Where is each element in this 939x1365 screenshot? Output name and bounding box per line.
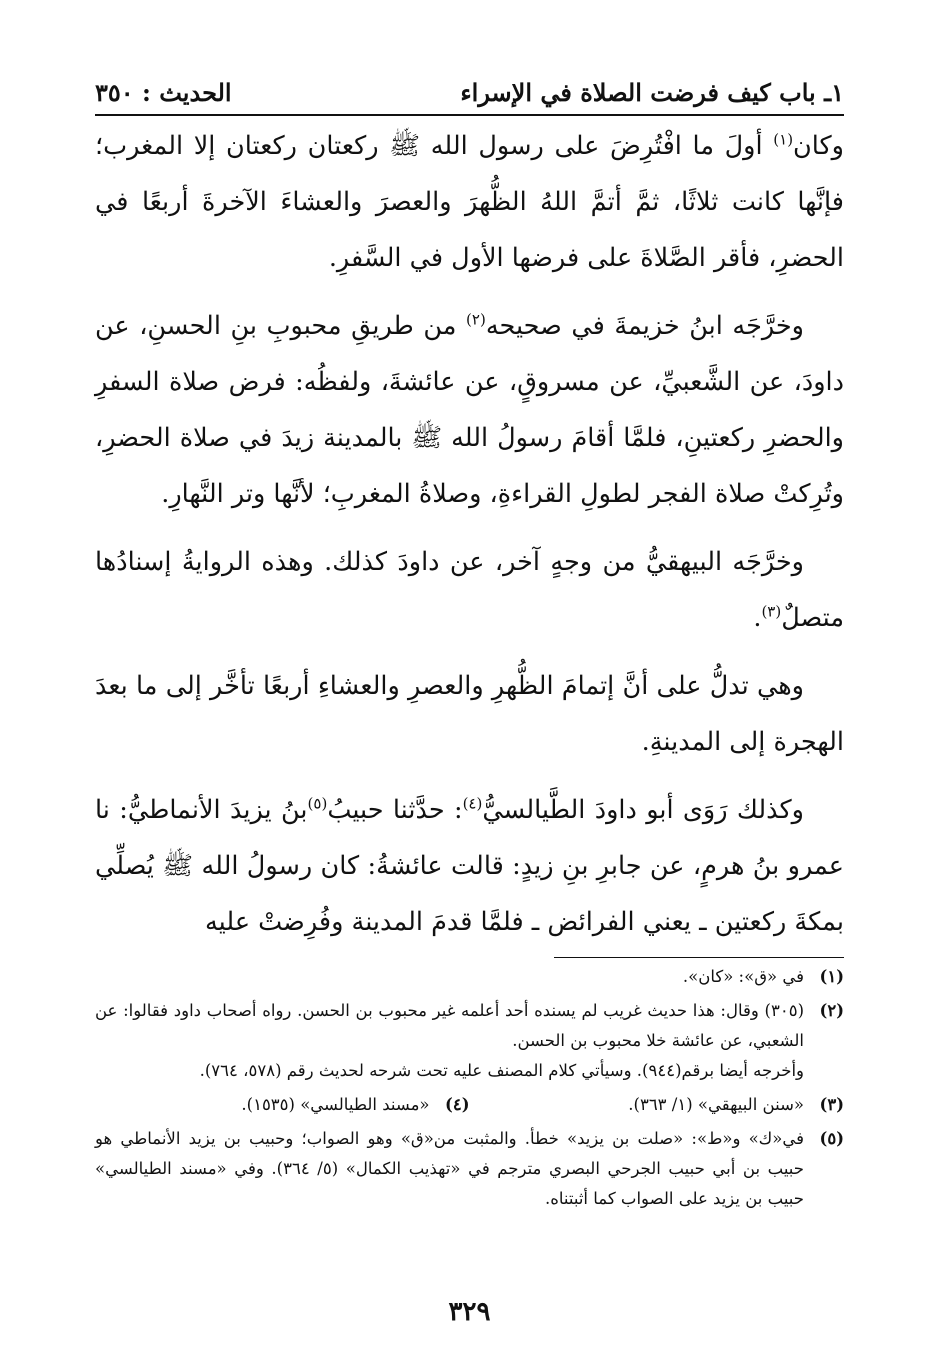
footnote-text-part: (٣٠٥) وقال: هذا حديث غريب لم يسنده أحد أعلمه غير محبوب بن الحسن. رواه أصحاب داود فقالوا: عن الشعبي، عن عائشة خلا محبوب بن الحسن. [95,1001,804,1050]
footnote-ref: (٤) [462,794,483,813]
footnote-5 [95,1124,844,1214]
footnote-ref: (٢) [466,310,486,329]
footnote-text: «مسند الطيالسي» (١٥٣٥). [241,1095,430,1114]
paragraph-text: بنُ يزيدَ الأنماطيُّ: نا عمرو بنُ هرمٍ، عن جابرِ بنِ زيدٍ: قالت عائشةُ: كان رسولُ الله ﷺ يُصلِّي بمكةَ ركعتين ـ يعني الفرائض ـ فلمَّا قدمَ المدينة وفُرِضتْ عليه [95,795,844,937]
paragraph-5 [95,782,844,950]
footnote-ref: (٥) [307,794,328,813]
paragraph-3 [95,534,844,646]
paragraph-text: أولَ ما افْتُرِضَ على رسول الله ﷺ ركعتان ركعتان إلا المغرب؛ فإنَّها كانت ثلاثًا، ثمَّ أتمَّ اللهُ الظُّهرَ والعصرَ والعشاءَ الآخرةَ أربعًا في الحضرِ، فأقر الصَّلاةَ على فرضها الأول في السَّفرِ. [95,131,844,273]
paragraph-4 [95,658,844,770]
footnote-text-part: وأخرجه أيضا برقم(٩٤٤). وسيأتي كلام المصنف عليه تحت شرحه لحديث رقم (٥٧٨، ٧٦٤). [199,1061,804,1080]
footnote-divider [554,957,844,958]
hadith-number: الحديث : ٣٥٠ [95,77,232,107]
footnote-2 [95,996,844,1086]
paragraph-1 [95,118,844,286]
paragraph-text: وكذلك رَوَى أبو داودَ الطَّيالسيُّ [482,795,804,825]
footnote-text [95,996,804,1086]
paragraph-text: : حدَّثنا حبيبُ [327,795,463,825]
paragraph-2 [95,298,844,522]
footnote-number: (٣) [819,1095,844,1114]
main-text [95,118,844,962]
footnote-row-3-4 [95,1090,844,1120]
footnote-text: «سنن البيهقي» (١/ ٣٦٣). [628,1095,804,1114]
footnote-number: (٢) [819,1001,844,1020]
page-number: ٣٢٩ [448,1297,491,1327]
footnote-ref: (٣) [761,602,782,621]
paragraph-text: وخرَّجَه البيهقيُّ من وجهٍ آخر، عن داودَ كذلك. وهذه الروايةُ إسنادُها متصلٌ [95,547,844,633]
paragraph-text: . [753,603,762,633]
footnote-1 [95,962,844,992]
footnote-text: في«ك» و«ط»: «صلت بن يزيد» خطأ. والمثبت من«ق» وهو الصواب؛ وحبيب بن يزيد الأنماطي هو حبيب بن أبي حبيب الجرحي البصري مترجم في «تهذيب الكمال» (٥/ ٣٦٤). وفي «مسند الطيالسي» حبيب بن يزيد على الصواب كما أثبتناه. [95,1129,804,1208]
footnote-number: (٥) [819,1129,844,1148]
running-header [95,70,844,116]
footnote-ref: (١) [773,130,794,149]
footnote-4 [95,1090,470,1120]
chapter-title: ١ـ باب كيف فرضت الصلاة في الإسراء [460,77,844,107]
footnote-3 [470,1090,845,1120]
footnote-number: (٤) [445,1095,470,1114]
paragraph-text: وكان [793,131,844,161]
footnotes [95,962,844,1218]
paragraph-text: وخرَّجَه ابنُ خزيمةَ في صحيحه [485,311,804,341]
paragraph-text: من طريقِ محبوبِ بنِ الحسنِ، عن داودَ، عن الشَّعبيِّ، عن مسروقٍ، عن عائشةَ، ولفظُه: فرض صلاة السفرِ والحضرِ ركعتينِ، فلمَّا أقامَ رسولُ الله ﷺ بالمدينة زيدَ في صلاة الحضرِ، وتُرِكتْ صلاة الفجر لطولِ القراءةِ، وصلاةُ المغربِ؛ لأنَّها وتر النَّهارِ. [95,311,844,509]
footnote-number: (١) [819,967,844,986]
paragraph-text: وهي تدلُّ على أنَّ إتمامَ الظُّهرِ والعصرِ والعشاءِ أربعًا تأخَّر إلى ما بعدَ الهجرة إلى المدينةِ. [95,671,844,757]
footnote-text: في «ق»: «كان». [682,967,804,986]
